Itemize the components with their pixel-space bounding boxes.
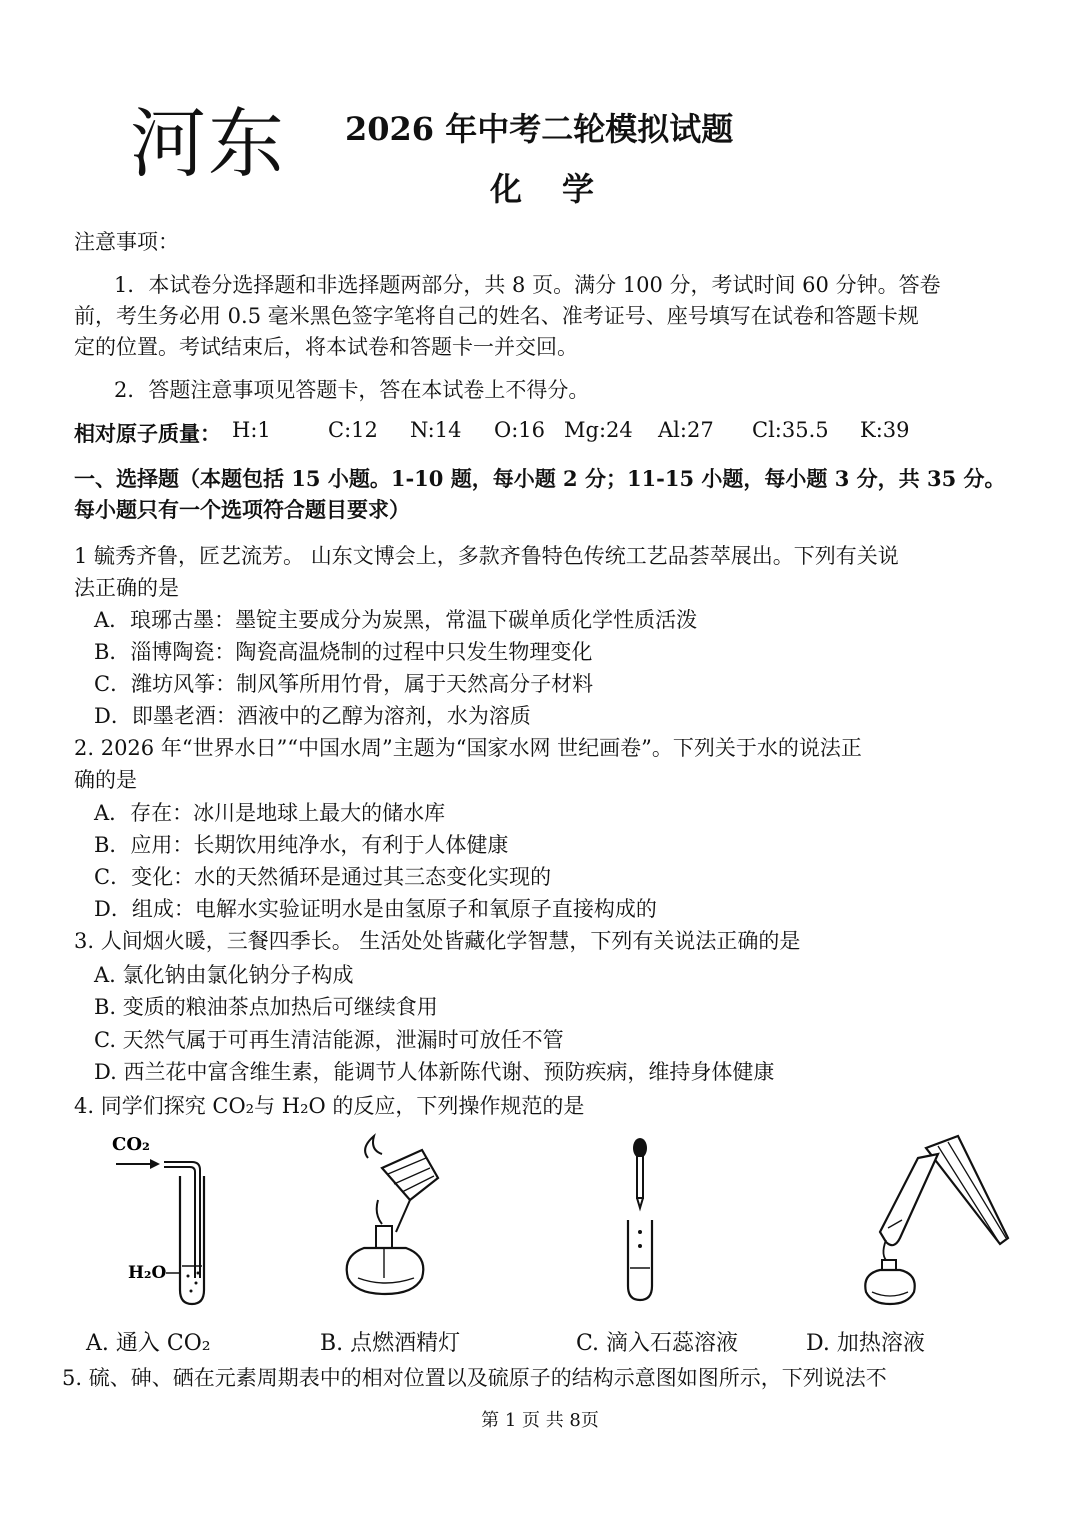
figure-b-alcohol-lamp <box>330 1128 450 1308</box>
atomic-mass-h: H:1 <box>232 418 271 442</box>
notice-heading: 注意事项： <box>74 230 179 254</box>
q4-caption-a: A. 通入 CO₂ <box>86 1331 211 1356</box>
figure-a-test-tube-co2 <box>108 1128 228 1308</box>
notice-item2: 2．答题注意事项见答题卡，答在本试卷上不得分。 <box>114 378 590 402</box>
exam-subject: 化学 <box>490 170 635 208</box>
atomic-mass-mg: Mg:24 <box>564 418 633 442</box>
q1-stem-line2: 法正确的是 <box>74 576 179 600</box>
q5-stem-line1: 5. 硫、砷、硒在元素周期表中的相对位置以及硫原子的结构示意图如图所示，下列说法不 <box>62 1366 887 1390</box>
notice-item1-line1: 1．本试卷分选择题和非选择题两部分，共 8 页。满分 100 分，考试时间 60 分钟。答卷 <box>114 273 941 297</box>
q3-stem-line1: 3. 人间烟火暖，三餐四季长。 生活处处皆藏化学智慧，下列有关说法正确的是 <box>74 929 801 953</box>
q2-option-a: A．存在：冰川是地球上最大的储水库 <box>94 801 446 825</box>
q4-caption-d: D. 加热溶液 <box>806 1331 925 1356</box>
atomic-mass-label: 相对原子质量： <box>74 421 221 446</box>
q4-caption-c: C. 滴入石蕊溶液 <box>576 1331 739 1356</box>
q3-option-c: C. 天然气属于可再生清洁能源，泄漏时可放任不管 <box>94 1028 564 1052</box>
q1-option-a: A．琅琊古墨：墨锭主要成分为炭黑，常温下碳单质化学性质活泼 <box>94 608 698 632</box>
figure-c-dropper-tube <box>606 1128 686 1308</box>
exam-title: 2026 年中考二轮模拟试题 <box>345 110 734 148</box>
notice-item1-line3: 定的位置。考试结束后，将本试卷和答题卡一并交回。 <box>74 335 578 359</box>
atomic-mass-cl: Cl:35.5 <box>752 418 829 442</box>
q2-option-d: D．组成：电解水实验证明水是由氢原子和氧原子直接构成的 <box>94 897 657 921</box>
atomic-mass-o: O:16 <box>494 418 546 442</box>
q1-option-b: B．淄博陶瓷：陶瓷高温烧制的过程中只发生物理变化 <box>94 640 593 664</box>
page-footer: 第 1 页 共 8页 <box>481 1410 599 1431</box>
atomic-mass-al: Al:27 <box>658 418 714 442</box>
section1-heading-line2: 每小题只有一个选项符合题目要求） <box>74 497 410 522</box>
figure-a-gas-label: CO₂ <box>112 1134 150 1155</box>
q4-stem-line1: 4. 同学们探究 CO₂与 H₂O 的反应，下列操作规范的是 <box>74 1094 585 1118</box>
figure-a-liquid-label: H₂O <box>128 1263 167 1283</box>
q4-caption-b: B. 点燃酒精灯 <box>320 1331 461 1356</box>
q3-option-b: B. 变质的粮油茶点加热后可继续食用 <box>94 995 438 1019</box>
section1-heading-line1: 一、选择题（本题包括 15 小题。1-10 题，每小题 2 分；11-15 小题，每小题 3 分，共 35 分。 <box>74 466 1006 491</box>
q3-option-d: D. 西兰花中富含维生素，能调节人体新陈代谢、预防疾病，维持身体健康 <box>94 1060 775 1084</box>
atomic-mass-n: N:14 <box>410 418 462 442</box>
q1-option-c: C．潍坊风筝：制风筝所用竹骨，属于天然高分子材料 <box>94 672 594 696</box>
atomic-mass-c: C:12 <box>328 418 378 442</box>
notice-item1-line2: 前，考生务必用 0.5 毫米黑色签字笔将自己的姓名、准考证号、座号填写在试卷和答题卡规 <box>74 304 919 328</box>
figure-d-heating-tube <box>858 1128 1018 1308</box>
q1-stem-line1: 1 毓秀齐鲁，匠艺流芳。 山东文博会上，多款齐鲁特色传统工艺品荟萃展出。下列有关说 <box>74 544 899 568</box>
q2-stem-line1: 2. 2026 年“世界水日”“中国水周”主题为“国家水网 世纪画卷”。下列关于水的说法正 <box>74 736 862 760</box>
atomic-mass-k: K:39 <box>860 418 910 442</box>
region-label: 河东 <box>130 99 286 188</box>
q2-option-b: B．应用：长期饮用纯净水，有利于人体健康 <box>94 833 509 857</box>
q1-option-d: D．即墨老酒：酒液中的乙醇为溶剂，水为溶质 <box>94 704 531 728</box>
q2-option-c: C．变化：水的天然循环是通过其三态变化实现的 <box>94 865 552 889</box>
q3-option-a: A. 氯化钠由氯化钠分子构成 <box>94 963 354 987</box>
q2-stem-line2: 确的是 <box>74 768 137 792</box>
